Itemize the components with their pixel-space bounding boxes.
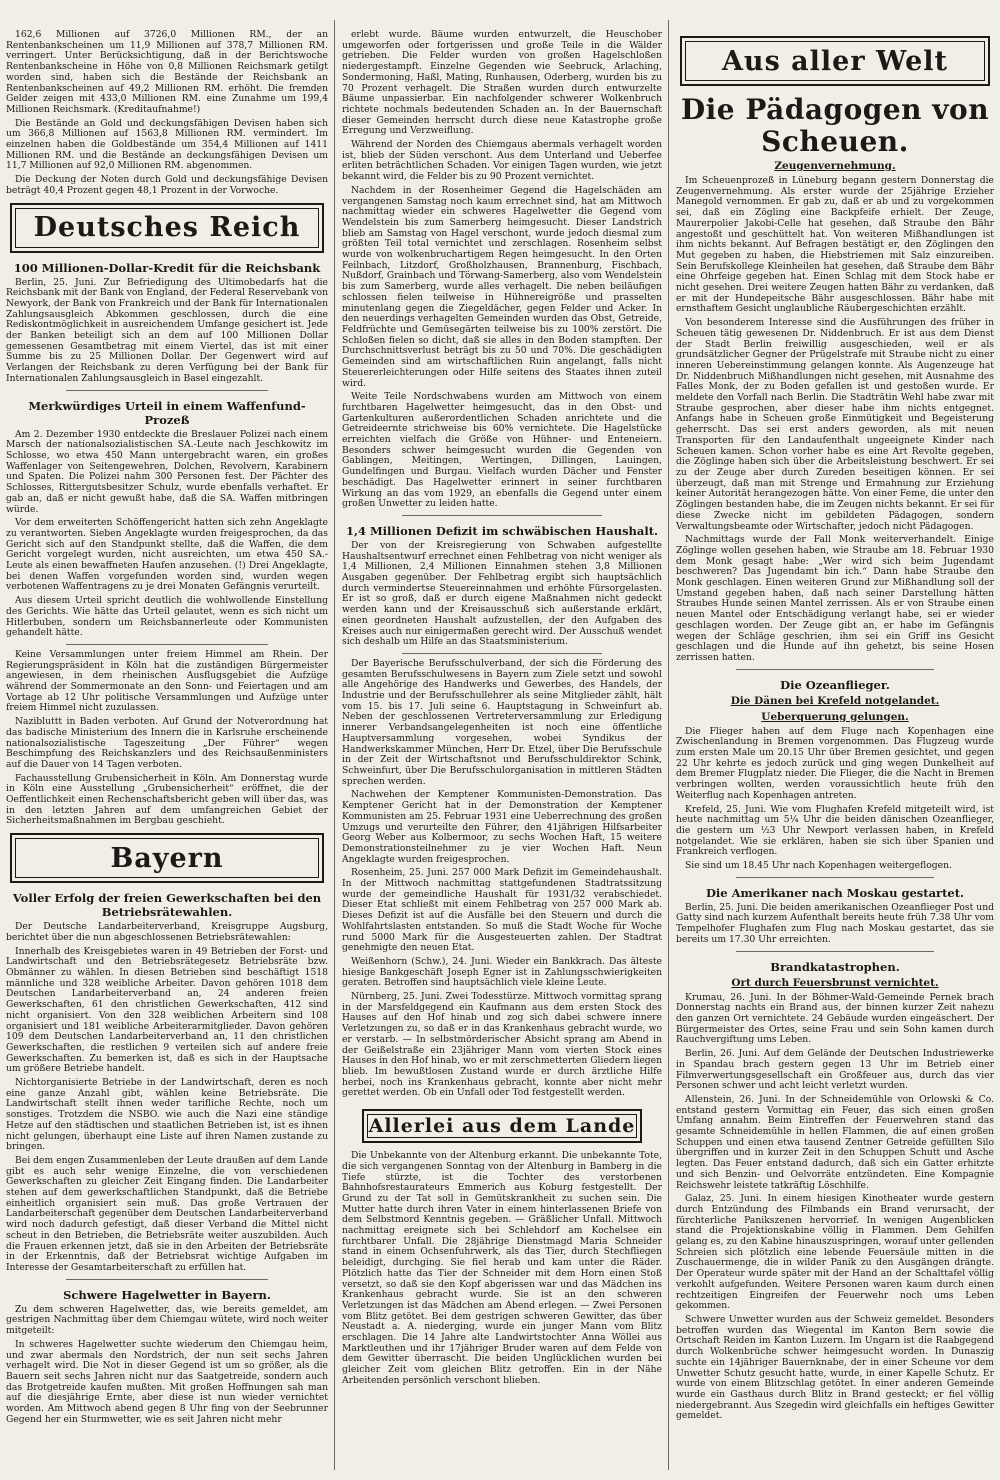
section-heading-deutsches-reich: Deutsches Reich bbox=[10, 203, 324, 253]
section-heading-aus-aller-welt: Aus aller Welt bbox=[680, 36, 990, 86]
article-title: Die Ozeanflieger. bbox=[780, 677, 890, 692]
paragraph: Galaz, 25. Juni. In einem hiesigen Kinotheater wurde gestern durch Entzündung des Filmbands ein Brand verursacht, der fürchterliche Panikszenen hervorrief. In wenigen Augenblicken stand die Projektionskabine völlig in Flammen. Dem Gehilfen gelang es, zu den Kabine hinauszuspringen, worauf unter gellenden Schreien sich plötzlich eine lebende Feuersäule mitten in die Zuschauermenge, die in wilder Panik zu den Ausgängen drängte. Der Operateur wurde später mit der Hand an der Schalttafel völlig verkohlt aufgefunden. Weitere Personen waren kaum durch einen rechtzeitigen Eingreifen der Feuerwehr noch ums Leben gekommen. bbox=[676, 1193, 994, 1312]
article-title: Merkwürdiges Urteil in einem Waffenfund-Prozeß bbox=[28, 398, 306, 427]
paragraph: Die Unbekannte von der Altenburg erkannt. Die unbekannte Tote, die sich vergangenen Sonntag von der Altenburg in Bamberg in die Tiefe stürzte, ist die Tochter des verstorbenen Bahnhofsrestaurateurs Emmerich aus Koburg festgestellt. Der Grund zu der Tat soll in Gemütskrankheit zu suchen sein. Die Mutter hatte durch ihren Vater in einem hinterlassenen Briefe von dem Selbstmord Kenntnis gegeben. — Gräßlicher Unfall. Mittwoch nachmittag ereignete sich bei Schlehdorf am Kochelsee ein furchtbarer Unfall. Die 28jährige Dienstmagd Maria Schneider stand in einem Ochsenfuhrwerk, als das Tier, durch Stechfliegen beleidigt, durchging. Sie fiel herab und kam unter die Räder. Plötzlich hatte das Tier der Schneider mit dem Horn einen Stoß versetzt, so daß sie den Kopf abgerissen war und das Mädchen ins Krankenhaus gebracht wurde. Sie ist an den schweren Verletzungen ist das Mädchen am Abend erlegen. — Zwei Personen vom Blitz getötet. Bei dem gestrigen schweren Gewitter, das über Neustadt a. A. niederging, wurde ein junger Mann vom Blitz erschlagen. Die 14 Jahre alte Landwirtstochter Anna Wöllei aus Marktleuthen und ihr 17jähriger Bruder waren auf dem Felde von dem Gewitter überrascht. Die beiden Unglücklichen wurden bei gleicher Zeit vom gleichen Blitz getroffen. Ein in der Nähe Arbeitenden persönlich verschont blieben. bbox=[342, 1150, 662, 1386]
divider bbox=[736, 951, 934, 952]
article-title: Voller Erfolg der freien Gewerkschaften bei den Betriebsrätewahlen. bbox=[12, 891, 322, 920]
paragraph: Weite Teile Nordschwabens wurden am Mittwoch von einem furchtbaren Hagelwetter heimgesucht, das in den Obst- und Gartenkulturen außerordentlichen Schaden anrichtete und die Getreideernte strichweise bis 60% vernichtete. Die Hagelstücke erreichten vielfach die Größe von Hühner- und Enteneiern. Besonders schwer heimgesucht wurden die Gegenden von Gablingen, Meitingen, Wertingen, Dillingen, Lauingen, Gundelfingen und Burgau. Vielfach wurden Dächer und Fenster beschädigt. Das Hagelwetter erinnert in seiner furchtbaren Wirkung an das vom 1929, an ebenfalls die Gegend unter einem großen Unwetter zu leiden hatte. bbox=[342, 391, 662, 510]
subheadline: Ueberquerung gelungen. bbox=[761, 710, 909, 723]
divider bbox=[736, 669, 934, 670]
paragraph: Bei dem engen Zusammenleben der Leute draußen auf dem Lande gibt es auch sehr wenige Einzelne, die von verschiedenen Gewerkschaften zu gleicher Zeit Eingang finden. Die Landarbeiter stehen auf dem gewerkschaftlichen Standpunkt, daß die Betriebe einheitlich organisiert sein muß. Das große Vertrauen der Landarbeiterschaft gegenüber dem Deutschen Landarbeiterverband wird noch dadurch gefestigt, daß dieser Verband die Mittel nicht scheut in den Betrieben, die Betriebsräte weiter auszubilden. Auch die Frauen erkennen jetzt, daß sie in den Arbeiten der Betriebsräte in der Erkenntnis, daß der Betriebsrat wichtige Aufgaben im Interesse der Gesamtarbeiterschaft zu erfüllen hat. bbox=[6, 1154, 328, 1273]
subheadline: Zeugenvernehmung. bbox=[774, 160, 896, 172]
paragraph: Die Bestände an Gold und deckungsfähigen Devisen haben sich um 366,8 Millionen auf 1563,8 Millionen RM. vermindert. Im einzelnen haben die Goldbestände um 354,4 Millionen auf 1411 Millionen RM. und die Bestände an deckungsfähigen Devisen um 11,7 Millionen auf 92,0 Millionen RM. abgenommen. bbox=[6, 117, 328, 172]
paragraph: Weißenhorn (Schw.), 24. Juni. Wieder ein Bankkrach. Das älteste hiesige Bankgeschäft Joseph Egner ist in Zahlungsschwierigkeiten geraten. Betroffen sind hauptsächlich viele kleine Leute. bbox=[342, 955, 662, 989]
paragraph: Krefeld, 25. Juni. Wie vom Flughafen Krefeld mitgeteilt wird, ist heute nachmittag um 5¼ Uhr die beiden dänischen Ozeanflieger, die gestern um ½3 Uhr Newport verlassen haben, in Krefeld notgelandet. Wie sie erklären, haben sie sich über Spanien und Frankreich verflogen. bbox=[676, 803, 994, 858]
divider bbox=[66, 1279, 268, 1280]
paragraph: Innerhalb des Kreisgebietes waren in 49 Betrieben der Forst- und Landwirtschaft und den Betriebsrätegesetz Betriebsräte bzw. Obmänner zu wählen. In diesen Betrieben sind beschäftigt 1518 männliche und 328 weibliche Arbeiter. Davon gehören 1018 dem Deutschen Landarbeiterverband an, 24 anderen freien Gewerkschaften, 61 den christlichen Gewerkschaften, 412 sind nicht organisiert. Von den 328 weiblichen Arbeitern sind 108 organisiert und 181 weibliche Arbeiterarmitglieder. Davon gehören 109 dem Deutschen Landarbeiterverband an, 11 den christlichen Gewerkschaften, die restlichen 9 verteilen sich auf andere freie Gewerkschaften. Zu bemerken ist, daß es sich in der Hauptsache um größere Betriebe handelt. bbox=[6, 945, 328, 1075]
paragraph: Keine Versammlungen unter freiem Himmel am Rhein. Der Regierungspräsident in Köln hat die zuständigen Bürgermeister angewiesen, in dem rheinischen Ausflugsgebiet die Aufzüge während der Sommermonate an den Sonn- und Feiertagen und am Vortage ab 12 Uhr politische Versammlungen und Aufzüge unter freiem Himmel nicht zuzulassen. bbox=[6, 648, 328, 714]
paragraph: Am 2. Dezember 1930 entdeckte die Breslauer Polizei nach einem Marsch der nationalsozialistischen SA.-Leute nach Jeschkowitz im Schlosse, wo etwa 450 Mann untergebracht waren, ein großes Waffenlager von Seitengewehren, Dolchen, Revolvern, Karabinern und Spaten. Die Polizei nahm 300 Personen fest. Der Pächter des Schlosses, Rittergutsbesitzer Schulz, wurde ebenfalls verhaftet. Er gab an, daß er nicht gewußt habe, daß die SA. Waffen mitbringen würde. bbox=[6, 428, 328, 515]
paragraph: Nachdem in der Rosenheimer Gegend die Hagelschäden am vergangenen Samstag noch kaum errechnet sind, hat am Mittwoch nachmittag wieder ein schweres Hagelwetter die Gegend vom Wendelstein bis zum Samerberg heimgesucht. Dieser Landstrich blieb am Samstag von Hagel verschont, wurde jedoch diesmal zum größten Teil total vernichtet und zerschlagen. Rosenheim selbst wurde von wolkenbruchartigem Regen heimgesucht. In den Orten Feilnbach, Litzdorf, Großholzhausen, Brannenburg, Fischbach, Nußdorf, Grainbach und Törwang-Samerberg, also vom Wendelstein bis zum Samerberg, wurde alles verhagelt. Die neben beiläufigen schlossen fielen teilweise in Hühnereigröße und prasselten minutenlang gegen die Ziegeldächer, gegen Felder und Acker. In den neuerdings verhagelten Gemeinden wurden das Obst, Getreide, Feldfrüchte und Gemüsegärten teilweise bis zu 100% zerstört. Die Schloßen fielen so dicht, daß sie alles in den Boden stampften. Der Durchschnittsverlust beträgt bis zu 50 und 70%. Die geschädigten Gemeinden sind am wirtschaftlichen Ruin angelangt, falls nicht Steuererleichterungen oder Hilfe seitens des Staates ihnen zuteil wird. bbox=[342, 184, 662, 389]
paragraph: Fachausstellung Grubensicherheit in Köln. Am Donnerstag wurde in Köln eine Ausstellung „Grubensicherheit“ eröffnet, die der Oeffentlichkeit einen Rechenschaftsbericht geben will über das, was in den letzten Jahren auf dem umfangreichen Gebiet der Sicherheitsmaßnahmen im Bergbau geschieht. bbox=[6, 772, 328, 827]
section-heading-bayern: Bayern bbox=[10, 833, 324, 883]
paragraph: Berlin, 25. Juni. Zur Befriedigung des Ultimobedarfs hat die Reichsbank mit der Bank von England, der Federal Reservebank von Newyork, der Bank von Frankreich und der Bank für Internationalen Zahlungsausgleich Abkommen geschlossen, durch die eine Rediskontmöglichkeit in ausreichendem Umfange gesichert ist. Jede der Banken beteiligt sich an dem auf 100 Millionen Dollar gemessenen Gesamtbetrag mit einem Viertel, das ist mit einer Summe bis zu 25 Millionen Dollar. Der Gegenwert wird auf Verlangen der Reichsbank zu deren Verfügung bei der Bank für Internationalen Zahlungsausgleich in Basel eingezahlt. bbox=[6, 276, 328, 384]
article-body bbox=[342, 541, 662, 648]
paragraph: Berlin, 25. Juni. Die beiden amerikanischen Ozeanflieger Post und Gatty sind nach kurzem Aufenthalt bereits heute früh 7.38 Uhr vom Tempelhofer Flughafen zum Flug nach Moskau gestartet, das sie bereits um 17.30 Uhr erreichten. bbox=[676, 901, 994, 945]
paragraph: Nachmittags wurde der Fall Monk weiterverhandelt. Einige Zöglinge wollen gesehen haben, wie Straube am 18. Februar 1930 dem Monk gesagt habe: „Wer wird sich beim Jugendamt beschweren? Das Jugendamt bin ich.“ Dann habe Straube den Monk geschlagen. Einen weiteren Grund zur Mißhandlung soll der Umstand gegeben haben, daß nach seiner Darstellung hätten Straubes Hunde seinen Mantel zerrissen. Als er von Straube einen neuen Mantel oder Entschädigung verlangt habe, sei er wieder geschlagen worden. Der Zeuge gibt an, er habe im Gefängnis wegen der Schläge geschrien, ihm sei ein Griff ins Gesicht geschlagen und die Hunde auf ihn gehetzt, bis seine Hosen zerrissen hatten. bbox=[676, 534, 994, 663]
article-body bbox=[676, 727, 994, 872]
paragraph: Allenstein, 26. Juni. In der Schneidemühle von Orlowski & Co. entstand gestern Vormittag ein Feuer, das sich einen großen Umfang annahm. Beim Eintreffen der Feuerwehren stand das gesamte Schneidemühle in hellen Flammen, die auf einen großen Schuppen und einen etwa tausend Zentner Getreide gefüllten Silo übergriffen und in kurzer Zeit in den Schuppen Schutt und Asche legten. Das Feuer entstand dadurch, daß sich ein Gatter erhitzte und sich Benzin- und Oelvorräte entzündeten. Eine Kompagnie Reichswehr leistete tatkräftig Löschhilfe. bbox=[676, 1093, 994, 1191]
section-heading-allerlei: Allerlei aus dem Lande bbox=[362, 1109, 642, 1143]
paragraph: Im Scheuenprozeß in Lüneburg begann gestern Donnerstag die Zeugenvernehmung. Als erster wurde der 25jährige Erzieher Manegold vernommen. Er gab zu, daß er ab und zu vorgekommen sei, daß ein Zögling eine Backpfeife erhielt. Der Zeuge, Maurerpolier Jakobi-Celle hat gesehen, daß Straube den Bähr angestoßt und geschüttelt hat. Von weiteren Mißhandlungen ist ihm nichts bekannt. Auf Befragen bestätigt er, den Zöglingen den Mut gegeben zu haben, die Hiebstriemen mit Salz einzureiben. Sein Berufskollege Kleinheilen hat gesehen, daß Straube dem Bähr eine Ohrfeige gegeben hat. Einen Schlag mit dem Stock habe er nicht gesehen. Drei weitere Zeugen hatten Bähr zu verdanken, daß er mit der Hundepeitsche Bähr ausgeschlossen. Bähr habe mit ernsthaftem Gesicht unglaubliche Räubergeschichten erzählt. bbox=[676, 175, 994, 315]
column-1 bbox=[6, 30, 328, 1468]
divider bbox=[402, 653, 602, 654]
paragraph: Schwere Unwetter wurden aus der Schweiz gemeldet. Besonders betroffen wurden das Wiegental im Kanton Bern sowie die Ortschaft Reiden im Kanton Luzern. Im Ungarn ist die Raabgegend durch Wolkenbrüche schwer heimgesucht worden. In Dunaszig suchte ein 14jähriger Bauernknabe, der in einer Scheune vor dem Unwetter Schutz gesucht hatte, wurde, in einer Kapelle Schutz. Er wurde von einem Blitzschlag getötet. In einer anderen Gemeinde wurde ein Gasthaus durch Blitz in Brand gesteckt; er fiel völlig niedergebrannt. Aus Szegedin wird gleichfalls ein heftiges Gewitter gemeldet. bbox=[676, 1313, 994, 1422]
column-1-intro bbox=[6, 30, 328, 197]
paragraph: Nürnberg, 25. Juni. Zwei Todesstürze. Mittwoch vormittag sprang in der Marsfeldgegend ein Kaufmann aus dem ersten Stock des Hauses auf den Hof hinab und zog sich dabei schwere innere Verletzungen zu, so daß er in das Krankenhaus gebracht wurde, wo er verstarb. — In selbstmörderischer Absicht sprang am Abend in der Geißelstraße ein 23jähriger Mann vom vierten Stock eines Hauses in den Hof hinab, wo er mit zerschmetterten Gliedern liegen blieb. Im bewußtlosen Zustand wurde er durch ärztliche Hilfe herbei, noch ins Krankenhaus gebracht, konnte aber nicht mehr gerettet werden. Ob ein Unfall oder Tod festgestellt werden. bbox=[342, 991, 662, 1099]
paragraph: Vor dem erweiterten Schöffengericht hatten sich zehn Angeklagte zu verantworten. Sieben Angeklagte wurden freigesprochen, da das Gericht sich auf den Standpunkt stellte, daß die Waffen, die dem Gericht vorgelegt wurden, nicht ausreichten, um etwa 450 SA.-Leute als einen bewaffneten Haufen anzusehen. (!) Drei Angeklagte, bei denen Waffen vorgefunden worden sind, wurden wegen verbotenen Waffentragens zu je drei Monaten Gefängnis verurteilt. bbox=[6, 517, 328, 593]
divider bbox=[402, 515, 602, 516]
subheadline: Ort durch Feuersbrunst vernichtet. bbox=[731, 976, 939, 989]
article-title: Schwere Hagelwetter in Bayern. bbox=[63, 1287, 271, 1302]
column-3 bbox=[676, 30, 994, 1468]
paragraph: Sie sind um 18.45 Uhr nach Kopenhagen weitergeflogen. bbox=[685, 860, 952, 872]
divider bbox=[66, 644, 268, 645]
paragraph: In schweres Hagelwetter suchte wiederum den Chiemgau heim, und zwar abermals den Nordstrich, der nun seit sechs Jahren verhagelt wird. Die Not in dieser Gegend ist um so größer, als die Bauern seit sechs Jahren nicht nur das Saatgetreide, sondern auch das Brotgetreide kaufen mußten. Mit großen Hoffnungen sah man auf die diesjährige Ernte, aber diese ist nun wieder vernichtet worden. Am Mittwoch abend gegen 8 Uhr fing von der Seebrunner Gegend her ein Sturmwetter, wie es seit Jahren nicht mehr bbox=[6, 1338, 328, 1425]
paragraph: Die Deckung der Noten durch Gold und deckungsfähige Devisen beträgt 40,4 Prozent gegen 48,1 Prozent in der Vorwoche. bbox=[6, 174, 328, 196]
article-title: Brandkatastrophen. bbox=[770, 959, 900, 974]
divider bbox=[736, 877, 934, 878]
paragraph: Die Flieger haben auf dem Fluge nach Kopenhagen eine Zwischenlandung in Bremen vorgenommen. Das Flugzeug wurde zum ersten Male um 20.15 Uhr über Bremen gesichtet, und gegen 22 Uhr kehrte es jedoch zurück und ging wegen Dunkelheit auf dem Bremer Flugplatz nieder. Die Flieger, die die Nacht in Bremen verbringen wollten, werden voraussichtlich heute früh den Weiterflug nach Kopenhagen antreten. bbox=[676, 725, 994, 801]
paragraph: Während der Norden des Chiemgaus abermals verhagelt worden ist, blieb der Süden verschont. Aus dem Unterland und Ueberfee erliten beträchtlichen Schaden. Vor einigen Tagen wurden, wie jetzt bekannt wird, die Felder bis zu 90 Prozent vernichtet. bbox=[342, 139, 662, 183]
short-notes bbox=[342, 659, 662, 1099]
short-notes bbox=[6, 650, 328, 827]
article-title: 1,4 Millionen Defizit im schwäbischen Haushalt. bbox=[345, 523, 659, 538]
paragraph: Nazibluttt in Baden verboten. Auf Grund der Notverordnung hat das badische Ministerium des Innern die in Karlsruhe erscheinende nationalsozialistische Tageszeitung „Der Führer“ wegen Beschimpfung des Reichskanzlers und des Reichsaußenministers auf die Dauer von 14 Tagen verboten. bbox=[6, 716, 328, 770]
article-body bbox=[6, 278, 328, 385]
column-2-intro bbox=[342, 30, 662, 510]
article-body bbox=[6, 430, 328, 639]
column-rule bbox=[668, 20, 669, 1470]
article-body bbox=[6, 1305, 328, 1426]
main-headline: Die Pädagogen von Scheuen. bbox=[680, 93, 990, 158]
article-body bbox=[676, 903, 994, 946]
paragraph: Der Deutsche Landarbeiterverband, Kreisgruppe Augsburg, berichtet über die nun abgeschlossenen Betriebsrätewahlen: bbox=[6, 921, 328, 943]
column-rule bbox=[334, 20, 335, 1470]
paragraph: Berlin, 26. Juni. Auf dem Gelände der Deutschen Industriewerke in Spandau brach gestern gegen 13 Uhr im Betrieb einer Filmverwertungsgesellschaft ein Großfeuer aus, durch das vier Personen schwer und acht leicht verletzt wurden. bbox=[676, 1048, 994, 1092]
paragraph: 162,6 Millionen auf 3726,0 Millionen RM., der an Rentenbankscheinen um 11,9 Millionen auf 378,7 Millionen RM. verringert. Unter Berücksichtigung, daß in der Berichtswoche Rentenbankscheine in Höhe von 0,8 Millionen Reichsmark getilgt worden sind, haben sich die Bestände der Reichsbank an Rentenbankscheinen auf 49,2 Millionen RM. erhöht. Die fremden Gelder zeigen mit 433,0 Millionen RM. eine Zunahme um 199,4 Millionen Reichsmark. (Kreditaufnahme!) bbox=[6, 30, 328, 115]
paragraph: Nachwehen der Kemptener Kommunisten-Demonstration. Das Kemptener Gericht hat in der Demonstration der Kemptener Kommunisten am 25. Februar 1931 eine Ueberrechnung des großen Umzugs und verurteilte den Führer, den 41jährigen Hilfsarbeiter Georg Weber aus Kolbermoor, zu sechs Wochen Haft, 15 weitere Demonstrationsteilnehmer zu je vier Wochen Haft. Neun Angeklagte wurden freigesprochen. bbox=[342, 789, 662, 865]
paragraph: Aus diesem Urteil spricht deutlich die wohlwollende Einstellung des Gerichts. Wie hätte das Urteil gelautet, wenn es sich nicht um Hitlerbuben, sondern um Reichsbannerleute oder Kommunisten gehandelt hätte. bbox=[6, 595, 328, 639]
divider bbox=[66, 390, 268, 391]
article-body bbox=[676, 176, 994, 664]
paragraph: Zu dem schweren Hagelwetter, das, wie bereits gemeldet, am gestrigen Nachmittag über dem Chiemgau wütete, wird noch weiter mitgeteilt: bbox=[6, 1303, 328, 1337]
paragraph: Krumau, 26. Juni. In der Böhmer-Wald-Gemeinde Pernek brach Donnerstag nachts ein Brand aus, der binnen kurzer Zeit nahezu den ganzen Ort vernichtete. 24 Gebäude wurden eingeäschert. Der Bürgermeister des Ortes, seine Frau und sein Sohn kamen durch Rauchvergiftung ums Leben. bbox=[676, 991, 994, 1046]
subheadline: Die Dänen bei Krefeld notgelandet. bbox=[730, 694, 940, 707]
article-title: 100 Millionen-Dollar-Kredit für die Reichsbank bbox=[13, 260, 321, 275]
article-body bbox=[6, 922, 328, 1274]
paragraph: Der Bayerische Berufsschulverband, der sich die Förderung des gesamten Berufsschulwesens in Bayern zum Ziele setzt und sowohl alle Angehörige des Handwerks und Gewerbes, des Handels, der Industrie und der Berufsschullehrer als seine Mitglieder zählt, hält vom 15. bis 17. Juli seine 6. Hauptstagung in Schweinfurt ab. Neben der geschlossenen Vertreterversammlung zur Erledigung innerer Verbandsangelegenheiten ist noch eine öffentliche Hauptversammlung vorgesehen, wobei Syndikus der Handwerkskammer München, Herr Dr. Etzel, über Die Berufsschule in der Zeit der Wirtschaftsnot und Berufsschuldirektor Schink, Schweinfurt, über Die Berufsschulorganisation in mittleren Städten sprechen werden. bbox=[342, 657, 662, 787]
paragraph: Von besonderem Interesse sind die Ausführungen des früher in Scheuen tätig gewesenen Dr. Niddenbruch. Er ist aus dem Dienst der Stadt Berlin freiwillig ausgeschieden, weil er als grundsätzlicher Gegner der Prügelstrafe mit Straube nicht zu einer inneren Uebereinstimmung gelangen konnte. Als Augenzeuge hat Dr. Niddenbruch Mißhandlungen nicht gesehen, mit Ausnahme des Falles Monk, der zu Boden gefallen ist und gestoßen wurde. Er meldete den Vorfall nach Berlin. Die Stadträtin Wehl habe zwar mit Straube gesprochen, aber dieser habe ihm nichts entgegnet. Anfangs habe in Scheuen große Einmütigkeit und Begeisterung geherrscht. Das sei erst anders geworden, als mit neuen Transporten für den Landaufenthalt ungeeignete Kinder nach Scheuen kamen. Schon vorher habe es eine Art Revolte gegeben, die Zöglinge haben sich über die Arbeitsleistung beschwert. Er sei zu der Zeuge aber durch Zureden beseitigen können. Er sei überzeugt, daß man mit Strenge und Ermahnung zur Erziehung keiner Autorität herangezogen hätte. Von einer Feme, die unter den Zöglingen bestanden habe, die im Zeugen nichts bekannt. Er sei für diese Zwecke nicht im gebildeten Pädagogen, sondern Verwaltungsbeamte oder Wirtschafter, jedoch nicht Pädagogen. bbox=[676, 317, 994, 532]
column-2 bbox=[342, 30, 662, 1468]
paragraph: Nichtorganisierte Betriebe in der Landwirtschaft, deren es noch eine ganze Anzahl gibt, wählen keine Betriebsräte. Die Landwirtschaft stellt ihnen weder tarifliche Rechte, noch um sonstiges. Trotzdem die NSBO. wie auch die Nazi eine ständige Hetze auf den städtischen und staatlichen Betrieben ist, ist es ihnen nicht gelungen, überhaupt eine Liste auf ihren Namen zustande zu bringen. bbox=[6, 1077, 328, 1153]
paragraph: erlebt wurde. Bäume wurden entwurzelt, die Heuschober umgeworfen oder fortgerissen und große Teile in die Wälder getrieben. Die Felder wurden von großen Hagelschloßen niedergestampft. Einzelne Gegenden wie Seebruck, Arlaching, Sondermoning, Haßl, Mating, Runhausen, Oderberg, wurden bis zu 70 Prozent verhagelt. Die Straßen wurden durch entwurzelte Bäume unpassierbar. Ein nachfolgender schwerer Wolkenbruch richtete nochmals bedeutenden Schaden an. In der Bauernschaft dieser Gemeinden herrscht durch diese neue Katastrophe große Erregung und Verzweiflung. bbox=[342, 30, 662, 137]
article-body bbox=[676, 993, 994, 1422]
article-body bbox=[342, 1151, 662, 1386]
article-title: Die Amerikaner nach Moskau gestartet. bbox=[705, 885, 965, 900]
paragraph: Rosenheim, 25. Juni. 257 000 Mark Defizit im Gemeindehaushalt. In der Mittwoch nachmittag stattgefundenen Stadtratssitzung wurde der gemeindliche Haushalt für 1931/32 verabschiedet. Dieser Etat schließt mit einem Fehlbetrag von 257 000 Mark ab. Dieses Defizit ist auf die Ausfälle bei den Steuern und durch die Wohlfahrtslasten entstanden. So muß die Stadt Woche für Woche rund 5000 Mark für die Ausgesteuerten zahlen. Der Stadtrat genehmigte den neuen Etat. bbox=[342, 867, 662, 954]
paragraph: Der von der Kreisregierung von Schwaben aufgestellte Haushaltsentwurf errechnet einen Fehlbetrag von nicht weniger als 1,4 Millionen, 2,4 Millionen Einnahmen stehen 3,8 Millionen Ausgaben gegenüber. Der Fehlbetrag ergibt sich hauptsächlich durch vermindertse Steuereinnahmen und erhöhte Fürsorgelasten. Er ist so groß, daß er durch eigene Maßnahmen nicht gedeckt werden kann und der Kreisausschuß sich außerstande erklärt, einen geordneten Haushalt aufzustellen, der den Aufgaben des Kreises auch nur einigermaßen gerecht wird. Der Ausschuß wendet sich deshalb um Hilfe an das Staatsministerium. bbox=[342, 539, 662, 648]
